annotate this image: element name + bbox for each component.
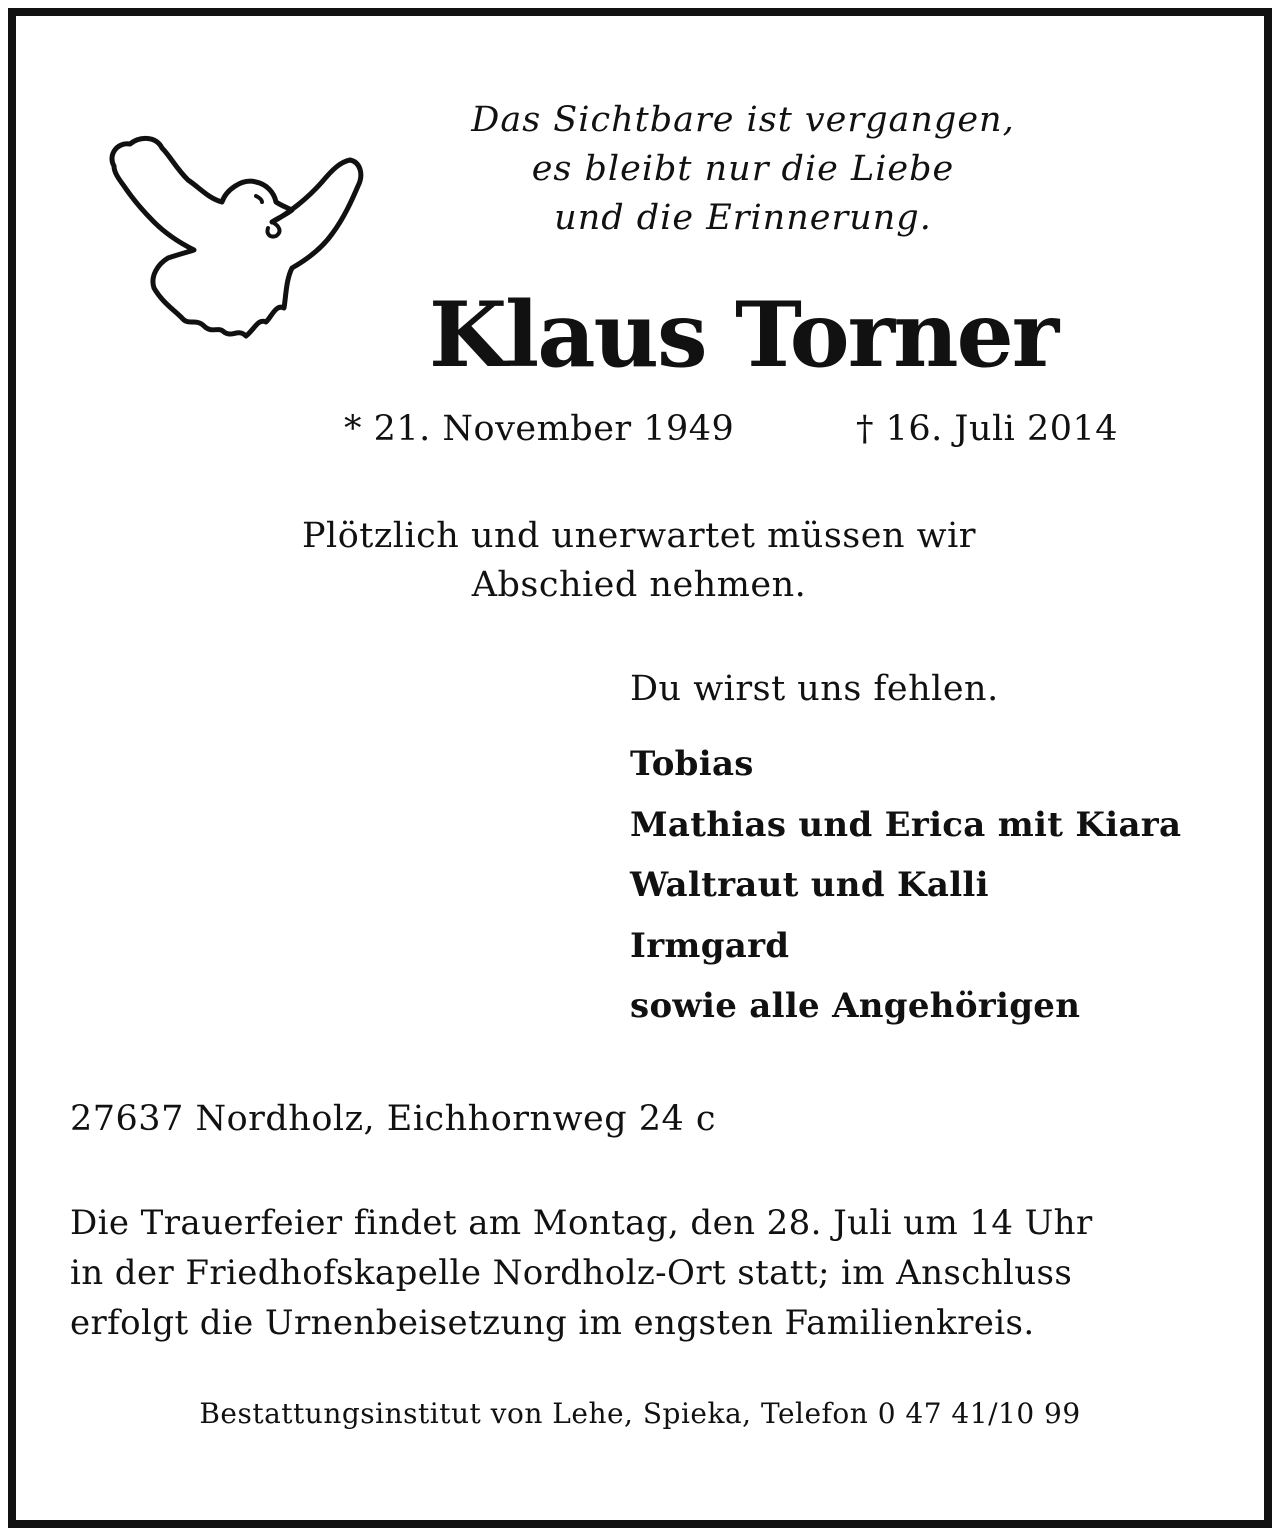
announcement-line: Plötzlich und unerwartet müssen wir bbox=[301, 516, 977, 556]
announcement-line: Abschied nehmen. bbox=[471, 565, 807, 605]
mourner-name: sowie alle Angehörigen bbox=[630, 986, 1081, 1026]
mourner-name: Mathias und Erica mit Kiara bbox=[630, 804, 1182, 845]
birth-date: * 21. November 1949 bbox=[344, 409, 735, 449]
address-text: 27637 Nordholz, Eichhornweg 24 c bbox=[70, 1099, 717, 1139]
ceremony-line: in der Friedhofskapelle Nordholz-Ort statt; im Anschluss bbox=[70, 1253, 1073, 1293]
mourners-list bbox=[630, 734, 1181, 1037]
memorial-quote bbox=[380, 96, 1106, 243]
death-date: † 16. Juli 2014 bbox=[856, 409, 1119, 449]
ceremony-info bbox=[70, 1198, 1220, 1348]
mourner-name: Irmgard bbox=[630, 925, 790, 966]
ceremony-line: Die Trauerfeier findet am Montag, den 28. Juli um 14 Uhr bbox=[70, 1203, 1093, 1243]
mourner-name: Waltraut und Kalli bbox=[630, 865, 989, 905]
announcement-text bbox=[210, 512, 1068, 610]
farewell-text: Du wirst uns fehlen. bbox=[630, 669, 999, 709]
quote-line: Das Sichtbare ist vergangen, bbox=[471, 100, 1015, 140]
deceased-name: Klaus Torner bbox=[428, 282, 1058, 388]
dove-icon bbox=[96, 126, 370, 348]
quote-line: und die Erinnerung. bbox=[554, 198, 932, 238]
quote-line: es bleibt nur die Liebe bbox=[531, 149, 955, 189]
undertaker-info: Bestattungsinstitut von Lehe, Spieka, Telefon 0 47 41/10 99 bbox=[199, 1397, 1081, 1430]
mourner-name: Tobias bbox=[630, 744, 754, 784]
ceremony-line: erfolgt die Urnenbeisetzung im engsten Familienkreis. bbox=[70, 1303, 1035, 1343]
